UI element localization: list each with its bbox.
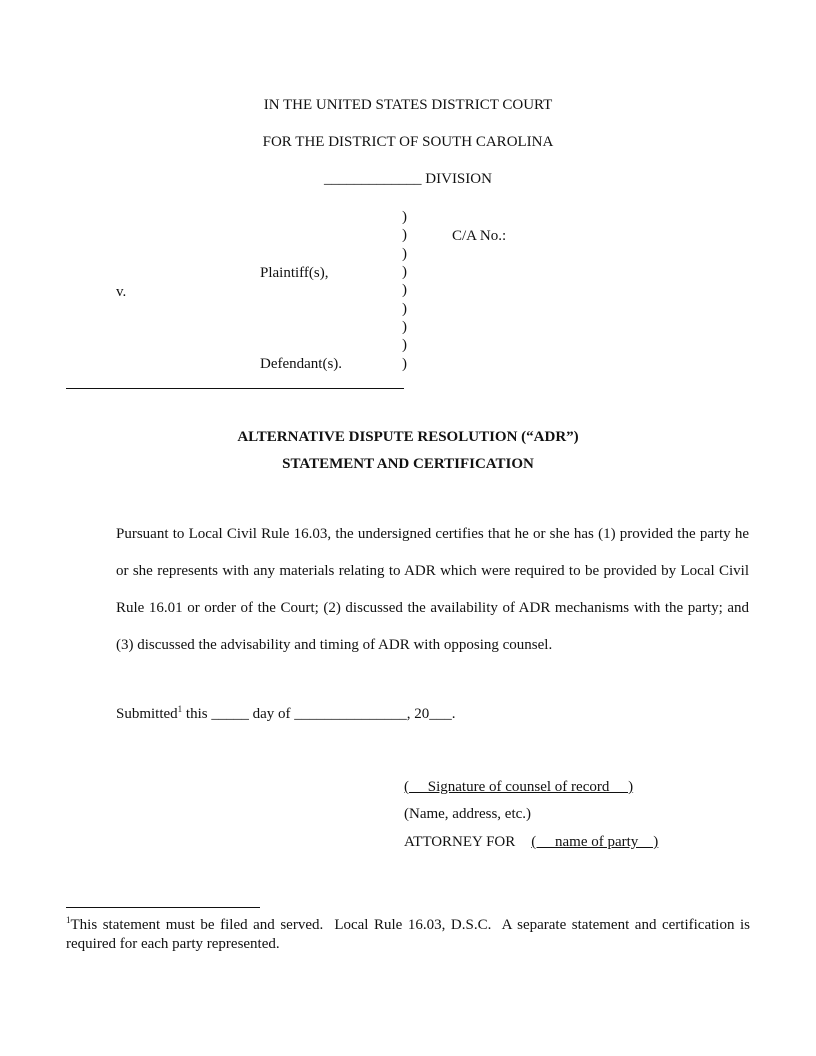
certification-paragraph	[116, 516, 749, 664]
court-name-line: IN THE UNITED STATES DISTRICT COURT	[263, 97, 553, 113]
submitted-line	[116, 706, 456, 723]
caption-divider	[66, 388, 404, 389]
footnote-number: 1	[66, 915, 71, 925]
footnote	[66, 915, 754, 954]
attorney-for-label: ATTORNEY FOR	[404, 834, 516, 850]
certification-text: Pursuant to Local Civil Rule 16.03, the undersigned certifies that he or she has (1) provided the party he or she represents with any materials relating to ADR which were required to be provided by Local Civil Rule 16.01 or order of the Court; (2) discussed the availability of ADR mechanisms with the party; and (3) discussed the advisability and timing of ADR with opposing counsel.	[116, 526, 749, 653]
caption-paren: )	[402, 319, 407, 335]
submitted-date-blanks: this _____ day of _______________, 20___.	[182, 706, 456, 722]
attorney-for-line	[404, 834, 658, 851]
footnote-reference: 1	[177, 704, 183, 714]
signature-line: ( Signature of counsel of record )	[404, 779, 634, 795]
versus-label: v.	[116, 284, 127, 300]
caption-paren: )	[402, 227, 407, 243]
caption-paren: )	[402, 301, 407, 317]
district-line: FOR THE DISTRICT OF SOUTH CAROLINA	[262, 134, 554, 150]
caption-paren: )	[402, 282, 407, 298]
party-name-blank: ( name of party )	[531, 834, 659, 850]
footnote-divider	[66, 907, 260, 908]
submitted-word: Submitted	[116, 706, 178, 722]
caption-paren: )	[402, 209, 407, 225]
plaintiff-label: Plaintiff(s),	[260, 265, 329, 281]
caption-paren: )	[402, 356, 407, 372]
caption-paren: )	[402, 264, 407, 280]
document-subtitle: STATEMENT AND CERTIFICATION	[282, 456, 534, 472]
footnote-text: This statement must be filed and served. Local Rule 16.03, D.S.C. A separate statement and certification is required for each party represented.	[66, 917, 754, 952]
defendant-label: Defendant(s).	[260, 356, 343, 372]
caption-paren: )	[402, 246, 407, 262]
caption-paren: )	[402, 337, 407, 353]
document-title: ALTERNATIVE DISPUTE RESOLUTION (“ADR”)	[237, 429, 579, 445]
case-number-label: C/A No.:	[452, 228, 507, 244]
name-address-line: (Name, address, etc.)	[404, 806, 532, 822]
division-line: _____________ DIVISION	[324, 171, 492, 187]
